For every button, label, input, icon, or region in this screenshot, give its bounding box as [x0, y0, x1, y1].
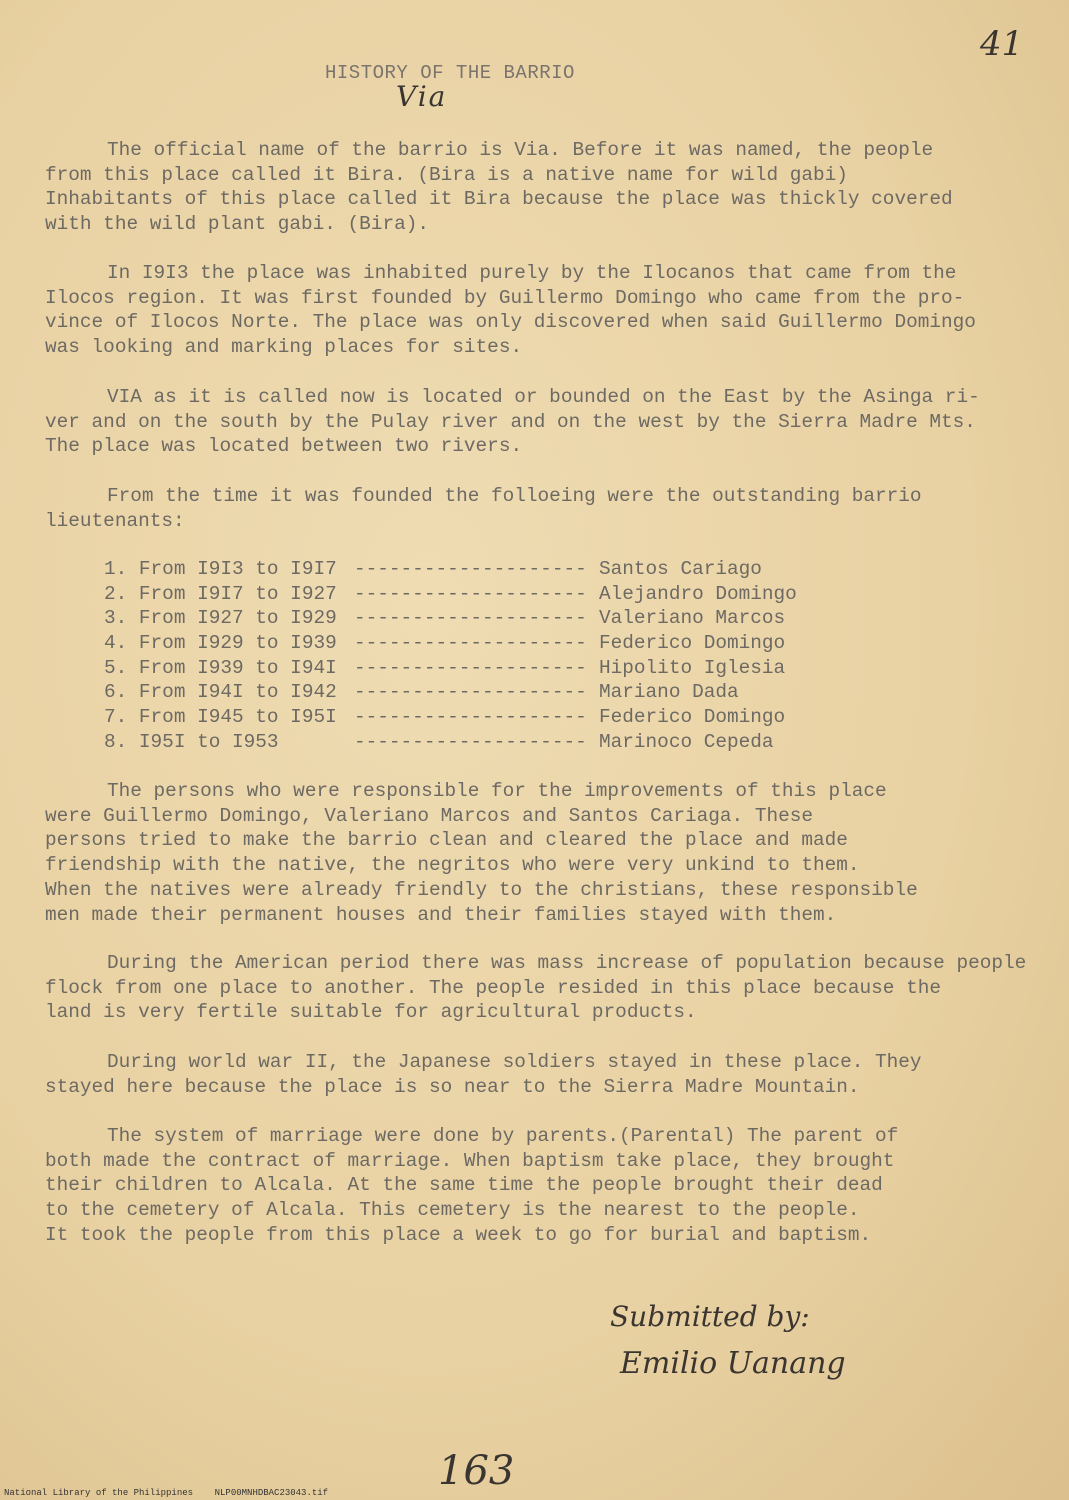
lieutenants-list [104, 558, 797, 756]
list-item: 1. From I9I3 to I9I7 -------------------- Santos Cariago [104, 558, 762, 580]
paragraph-official-name: The official name of the barrio is Via. Before it was named, the people from this place called it Bira. (Bira is a native name for wild gabi) Inhabitants of this place called it Bira because the place was thickly covered with the wild plant gabi. (Bira). [45, 139, 953, 236]
stamp-number: 163 [438, 1448, 515, 1494]
list-item: 2. From I9I7 to I927 -------------------- Alejandro Domingo [104, 582, 797, 605]
signature-name: Emilio Uanang [620, 1346, 846, 1381]
list-item: 7. From I945 to I95I -------------------- Federico Domingo [104, 706, 786, 729]
list-item: 5. From I939 to I94I -------------------- Hipolito Iglesia [104, 656, 786, 679]
list-item: 8. I95I to I953 -------------------- Marinoco Cepeda [104, 730, 774, 753]
paragraph-american-period: During the American period there was mass increase of population because people flock from one place to another. The people resided in this place because the land is very fertile suitable for agricultural products. [45, 952, 1027, 1024]
page-number: 41 [980, 24, 1024, 64]
list-item: 3. From I927 to I929 -------------------- Valeriano Marcos [104, 607, 786, 630]
footer-caption: National Library of the Philippines NLP00MNHDBAC23043.tif [4, 1488, 329, 1498]
paragraph-improvements: The persons who were responsible for the improvements of this place were Guillermo Domingo, Valeriano Marcos and Santos Cariaga. These persons tried to make the barrio clean and cleared the place and made friendship with the native, the negritos who were very unkind to them. When the natives were already friendly to the christians, these responsible men made their permanent houses and their families stayed with them. [45, 780, 918, 926]
paragraph-founding: In I9I3 the place was inhabited purely by the Ilocanos that came from the Ilocos region. It was first founded by Guillermo Domingo who came from the pro- vince of Ilocos Norte. The place was only discovered when said Guillermo Domingo was looking and marking places for sites. [45, 262, 976, 359]
paragraph-marriage: The system of marriage were done by parents.(Parental) The parent of both made the contract of marriage. When baptism take place, they brought their children to Alcala. At the same time the people brought their dead to the cemetery of Alcala. This cemetery is the nearest to the people. It took the people from this place a week to go for burial and baptism. [45, 1125, 899, 1246]
signature-label: Submitted by: [610, 1300, 810, 1333]
list-item: 6. From I94I to I942 -------------------- Mariano Dada [104, 681, 739, 704]
page-title: HISTORY OF THE BARRIO [325, 62, 575, 84]
paragraph-world-war: During world war II, the Japanese soldiers stayed in these place. They stayed here because the place is so near to the Sierra Madre Mountain. [45, 1051, 922, 1098]
paragraph-lieutenants-intro: From the time it was founded the folloeing were the outstanding barrio lieutenants: [45, 485, 922, 532]
signature-block [600, 1300, 900, 1410]
barrio-name-handwritten: Via [396, 80, 448, 113]
paragraph-location: VIA as it is called now is located or bounded on the East by the Asinga ri- ver and on the south by the Pulay river and on the west by the Sierra Madre Mts. The place was located between two rivers. [45, 386, 980, 458]
list-item: 4. From I929 to I939 -------------------- Federico Domingo [104, 632, 786, 655]
